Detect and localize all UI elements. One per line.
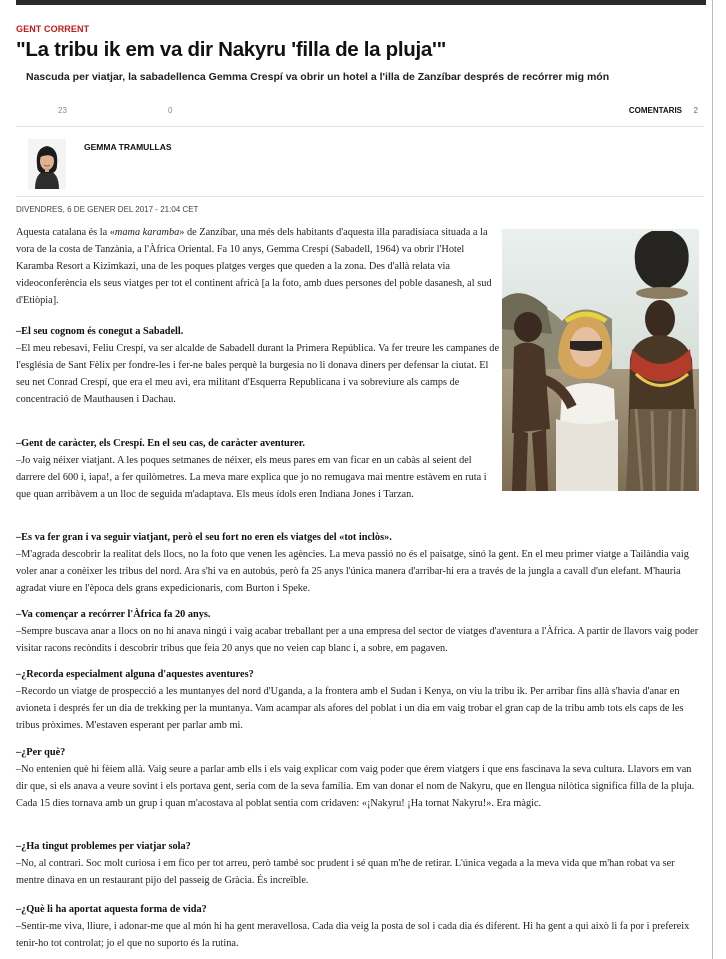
- qa-block: [16, 436, 500, 504]
- divider: [16, 196, 704, 197]
- page-right-border: [712, 0, 713, 959]
- qa-block: [16, 324, 500, 409]
- question: –Es va fer gran i va seguir viatjant, però el seu fort no eren els viatges del «tot inclòs».: [16, 532, 392, 543]
- top-image-strip: [16, 0, 706, 5]
- answer: –Sentir-me viva, lliure, i adonar-me que al món hi ha gent meravellosa. Cada dia veig la posta de sol i cada dia és diferent. Hi ha gent a qui això li fa por i prefereix tenir-ho tot controlat; jo el que no suporto és la rutina.: [16, 920, 690, 949]
- comments-count[interactable]: 2: [693, 106, 698, 115]
- article-photo: [502, 229, 699, 491]
- answer: –No entenien què hi fèiem allà. Vaig seure a parlar amb ells i els vaig explicar com vaig poder que érem viatgers i que ens fascinava la seva cultura. Llavors em van dir que, si els anava a veure sovint i els portava gent, seria com de la seva família. Em van donar el nom de Nakyru, que en llengua nilòtica significa filla de la pluja. Cada 15 dies tornava amb un grup i quan m'acostava al poblat sentia com cridaven: «¡Nakyru! ¡Ha tornat Nakyru!». Era màgic.: [16, 763, 695, 809]
- share-bar: [16, 104, 704, 120]
- question: –¿Recorda especialment alguna d'aquestes aventures?: [16, 669, 254, 680]
- question: –El seu cognom és conegut a Sabadell.: [16, 326, 184, 337]
- question: –¿Per què?: [16, 747, 66, 758]
- article-subtitle: Nascuda per viatjar, la sabadellenca Gemma Crespí va obrir un hotel a l'illa de Zanzíbar després de recórrer mig món: [26, 71, 610, 83]
- qa-block: [16, 902, 704, 953]
- answer: –Jo vaig néixer viatjant. A les poques setmanes de néixer, els meus pares em van ficar en un cabàs al seient del darrere del 600 i, iapa!, a fer quilòmetres. La meva mare explica que jo no remugava mai mentre estàvem en ruta i que quan arribàvem a un lloc de seguida m'adaptava. Els meus ídols eren Indiana Jones i Tarzan.: [16, 454, 487, 500]
- qa-block: [16, 607, 704, 658]
- intro-paragraph: Aquesta catalana és la «mama karamba» de Zanzíbar, una més dels habitants d'aquesta illa paradisíaca situada a la vora de la costa de Tanzània, a l'Àfrica Oriental. Fa 10 anys, Gemma Crespí (Sabadell, 1964) va obrir l'Hotel Karamba Resort a Kizimkazi, una de les poques platges verges que queden a la zona. Des d'allà relata via videoconferència els seus viatges per tot el continent africà [a la foto, amb dues persones del poble dasanesh, al sud d'Etiòpia].: [16, 227, 492, 306]
- article-headline: "La tribu ik em va dir Nakyru 'filla de la pluja'": [16, 38, 447, 61]
- qa-block: [16, 839, 704, 890]
- qa-block: [16, 667, 704, 735]
- share-count-twitter[interactable]: 0: [168, 106, 173, 115]
- question: –Gent de caràcter, els Crespí. En el seu cas, de caràcter aventurer.: [16, 438, 305, 449]
- answer: –No, al contrari. Soc molt curiosa i em fico per tot arreu, però també soc prudent i sé quan m'he de retirar. L'única vegada a la meva vida que m'han robat va ser mentre dinava en un restaurant pijo del passeig de Gràcia. És increïble.: [16, 857, 675, 886]
- divider: [16, 126, 704, 127]
- author-avatar[interactable]: [28, 139, 66, 189]
- answer: –Recordo un viatge de prospecció a les muntanyes del nord d'Uganda, a la frontera amb el Sudan i Kenya, on viu la tribu ik. Per arribar fins allà s'havia d'anar en avioneta i després fer un dia de trekking per la muntanya. Vam acampar als afores del poblat i un dia em vaig trobar el gran cap de la tribu amb tots els caps de les tribus pròximes. M'estaven esperant per parlar amb mi.: [16, 685, 684, 731]
- comments-link[interactable]: COMENTARIS: [628, 106, 682, 115]
- share-count-facebook[interactable]: 23: [58, 106, 67, 115]
- answer: –Sempre buscava anar a llocs on no hi anava ningú i vaig acabar treballant per a una empresa del sector de viatges d'aventura a l'Àfrica. A partir de llavors vaig poder visitar racons recòndits i descobrir tribus que feia 20 anys que no veien cap blanc i, a sobre, em pagaven.: [16, 625, 699, 654]
- qa-block: [16, 530, 704, 598]
- question: –¿Ha tingut problemes per viatjar sola?: [16, 841, 191, 852]
- author-name[interactable]: GEMMA TRAMULLAS: [84, 142, 172, 152]
- publish-date: DIVENDRES, 6 DE GENER DEL 2017 - 21:04 CET: [16, 205, 199, 214]
- qa-block: [16, 745, 704, 813]
- section-label[interactable]: GENT CORRENT: [16, 24, 90, 34]
- question: –Va començar a recórrer l'Àfrica fa 20 anys.: [16, 609, 211, 620]
- answer: –El meu rebesavi, Feliu Crespí, va ser alcalde de Sabadell durant la Primera República. Va fer treure les campanes de l'església de Sant Fèlix per fondre-les i fer-ne bales perquè la burgesia no li donava diners per defensar la ciutat. El seu net Conrad Crespí, que era el meu avi, era militant d'Esquerra Republicana i va sobreviure als camps de concentració de Mauthausen i Dachau.: [16, 342, 500, 405]
- answer: –M'agrada descobrir la realitat dels llocs, no la foto que venen les agències. La meva passió no és el paisatge, sinó la gent. En el meu primer viatge a Tailàndia vaig voler anar a conèixer les tribus del nord. Ara s'hi va en autobús, però fa 25 anys l'única manera d'arribar-hi era a través de la jungla a cavall d'un elefant. M'hauria agradat viure en l'època dels grans expedicionaris, com Burton i Speke.: [16, 548, 689, 594]
- question: –¿Què li ha aportat aquesta forma de vida?: [16, 904, 207, 915]
